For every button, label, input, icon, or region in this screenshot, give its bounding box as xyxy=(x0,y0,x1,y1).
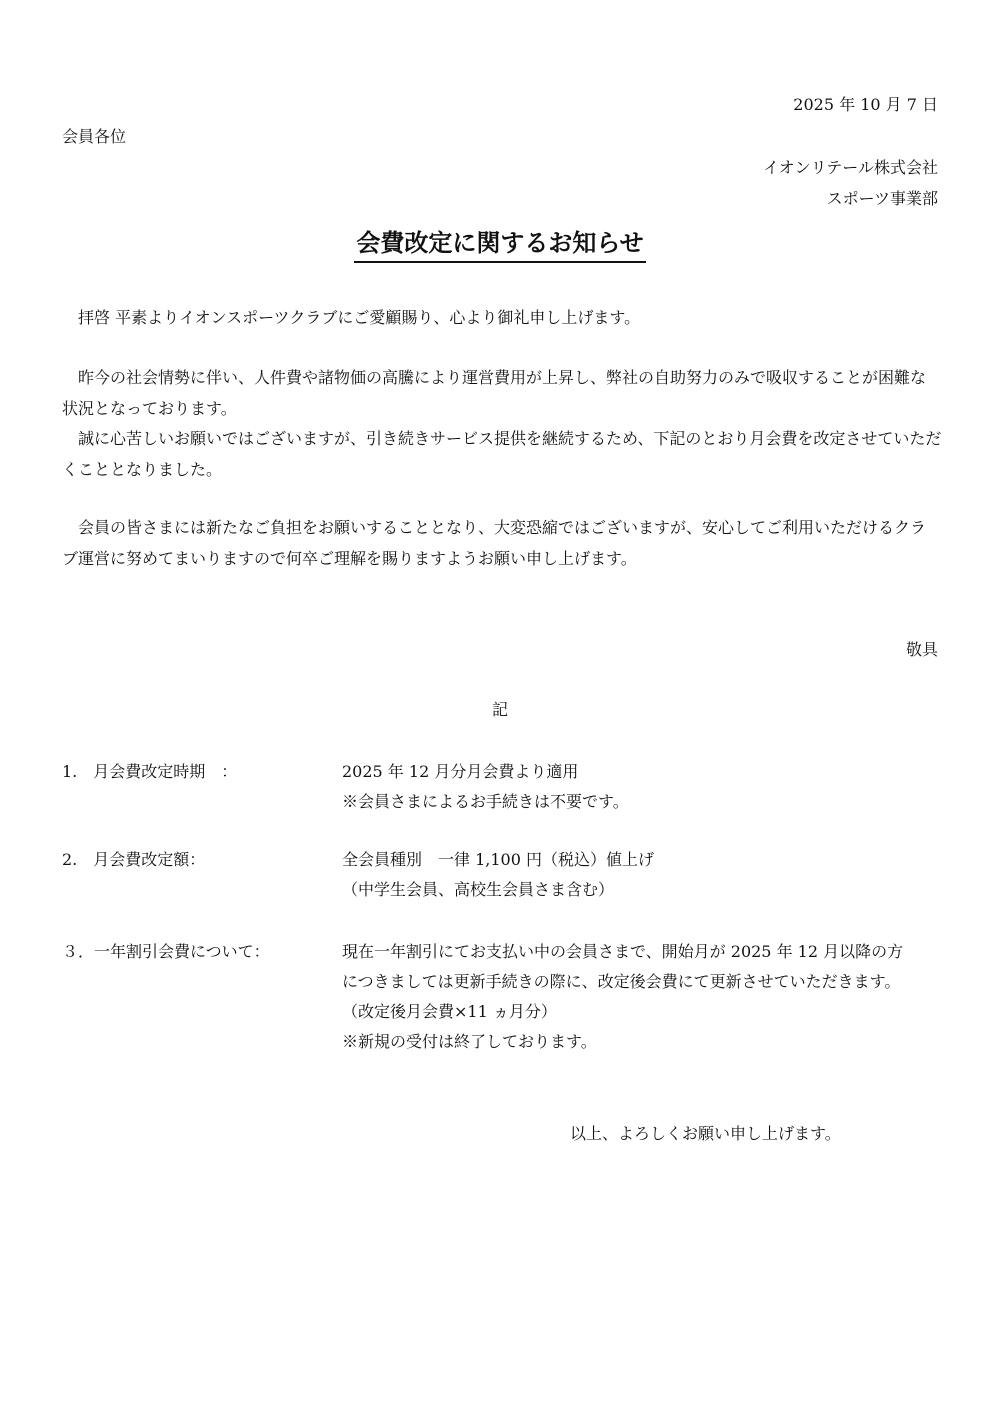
item-3-line-3: （改定後月会費×11 ヵ月分） xyxy=(342,1002,557,1021)
closing-remark: 以上、よろしくお願い申し上げます。 xyxy=(570,1124,841,1143)
reason-paragraph xyxy=(62,362,942,424)
reason-text: 昨今の社会情勢に伴い、人件費や諸物価の高騰により運営費用が上昇し、弊社の自助努力のみで吸収することが困難な状況となっております。 xyxy=(62,368,927,418)
document-title-text: 会費改定に関するお知らせ xyxy=(354,228,645,263)
issue-date: 2025 年 10 月 7 日 xyxy=(793,95,938,114)
department-name: スポーツ事業部 xyxy=(826,189,938,208)
ki-heading: 記 xyxy=(491,700,508,719)
closing-keigu: 敬具 xyxy=(905,640,938,659)
greeting-paragraph xyxy=(62,302,942,333)
request-paragraph xyxy=(62,423,942,485)
item-1-line-1: 2025 年 12 月分月会費より適用 xyxy=(342,762,579,781)
addressee: 会員各位 xyxy=(62,127,127,146)
item-2-line-1: 全会員種別 一律 1,100 円（税込）値上げ xyxy=(342,850,654,869)
document-title xyxy=(0,228,1000,258)
item-2-label: 2. 月会費改定額： xyxy=(62,850,206,869)
item-3-line-1: 現在一年割引にてお支払い中の会員さまで、開始月が 2025 年 12 月以降の方 xyxy=(342,942,904,961)
apology-paragraph xyxy=(62,512,942,574)
greeting-text: 拝啓 平素よりイオンスポーツクラブにご愛顧賜り、心より御礼申し上げます。 xyxy=(78,308,641,327)
company-name: イオンリテール株式会社 xyxy=(763,158,938,177)
item-3-label: ３．一年割引会費について： xyxy=(62,942,270,961)
request-text: 誠に心苦しいお願いではございますが、引き続きサービス提供を継続するため、下記のとおり月会費を改定させていただくこととなりました。 xyxy=(62,429,942,479)
item-3-line-2: につきましては更新手続きの際に、改定後会費にて更新させていただきます。 xyxy=(342,972,901,991)
item-3-line-4: ※新規の受付は終了しております。 xyxy=(342,1032,597,1051)
item-1-line-2: ※会員さまによるお手続きは不要です。 xyxy=(342,792,629,811)
item-2-line-2: （中学生会員、高校生会員さま含む） xyxy=(342,880,615,899)
item-1-label: 1. 月会費改定時期 ： xyxy=(62,762,238,781)
apology-text: 会員の皆さまには新たなご負担をお願いすることとなり、大変恐縮ではございますが、安心してご利用いただけるクラブ運営に努めてまいりますので何卒ご理解を賜りますようお願い申し上げます。 xyxy=(62,518,927,568)
